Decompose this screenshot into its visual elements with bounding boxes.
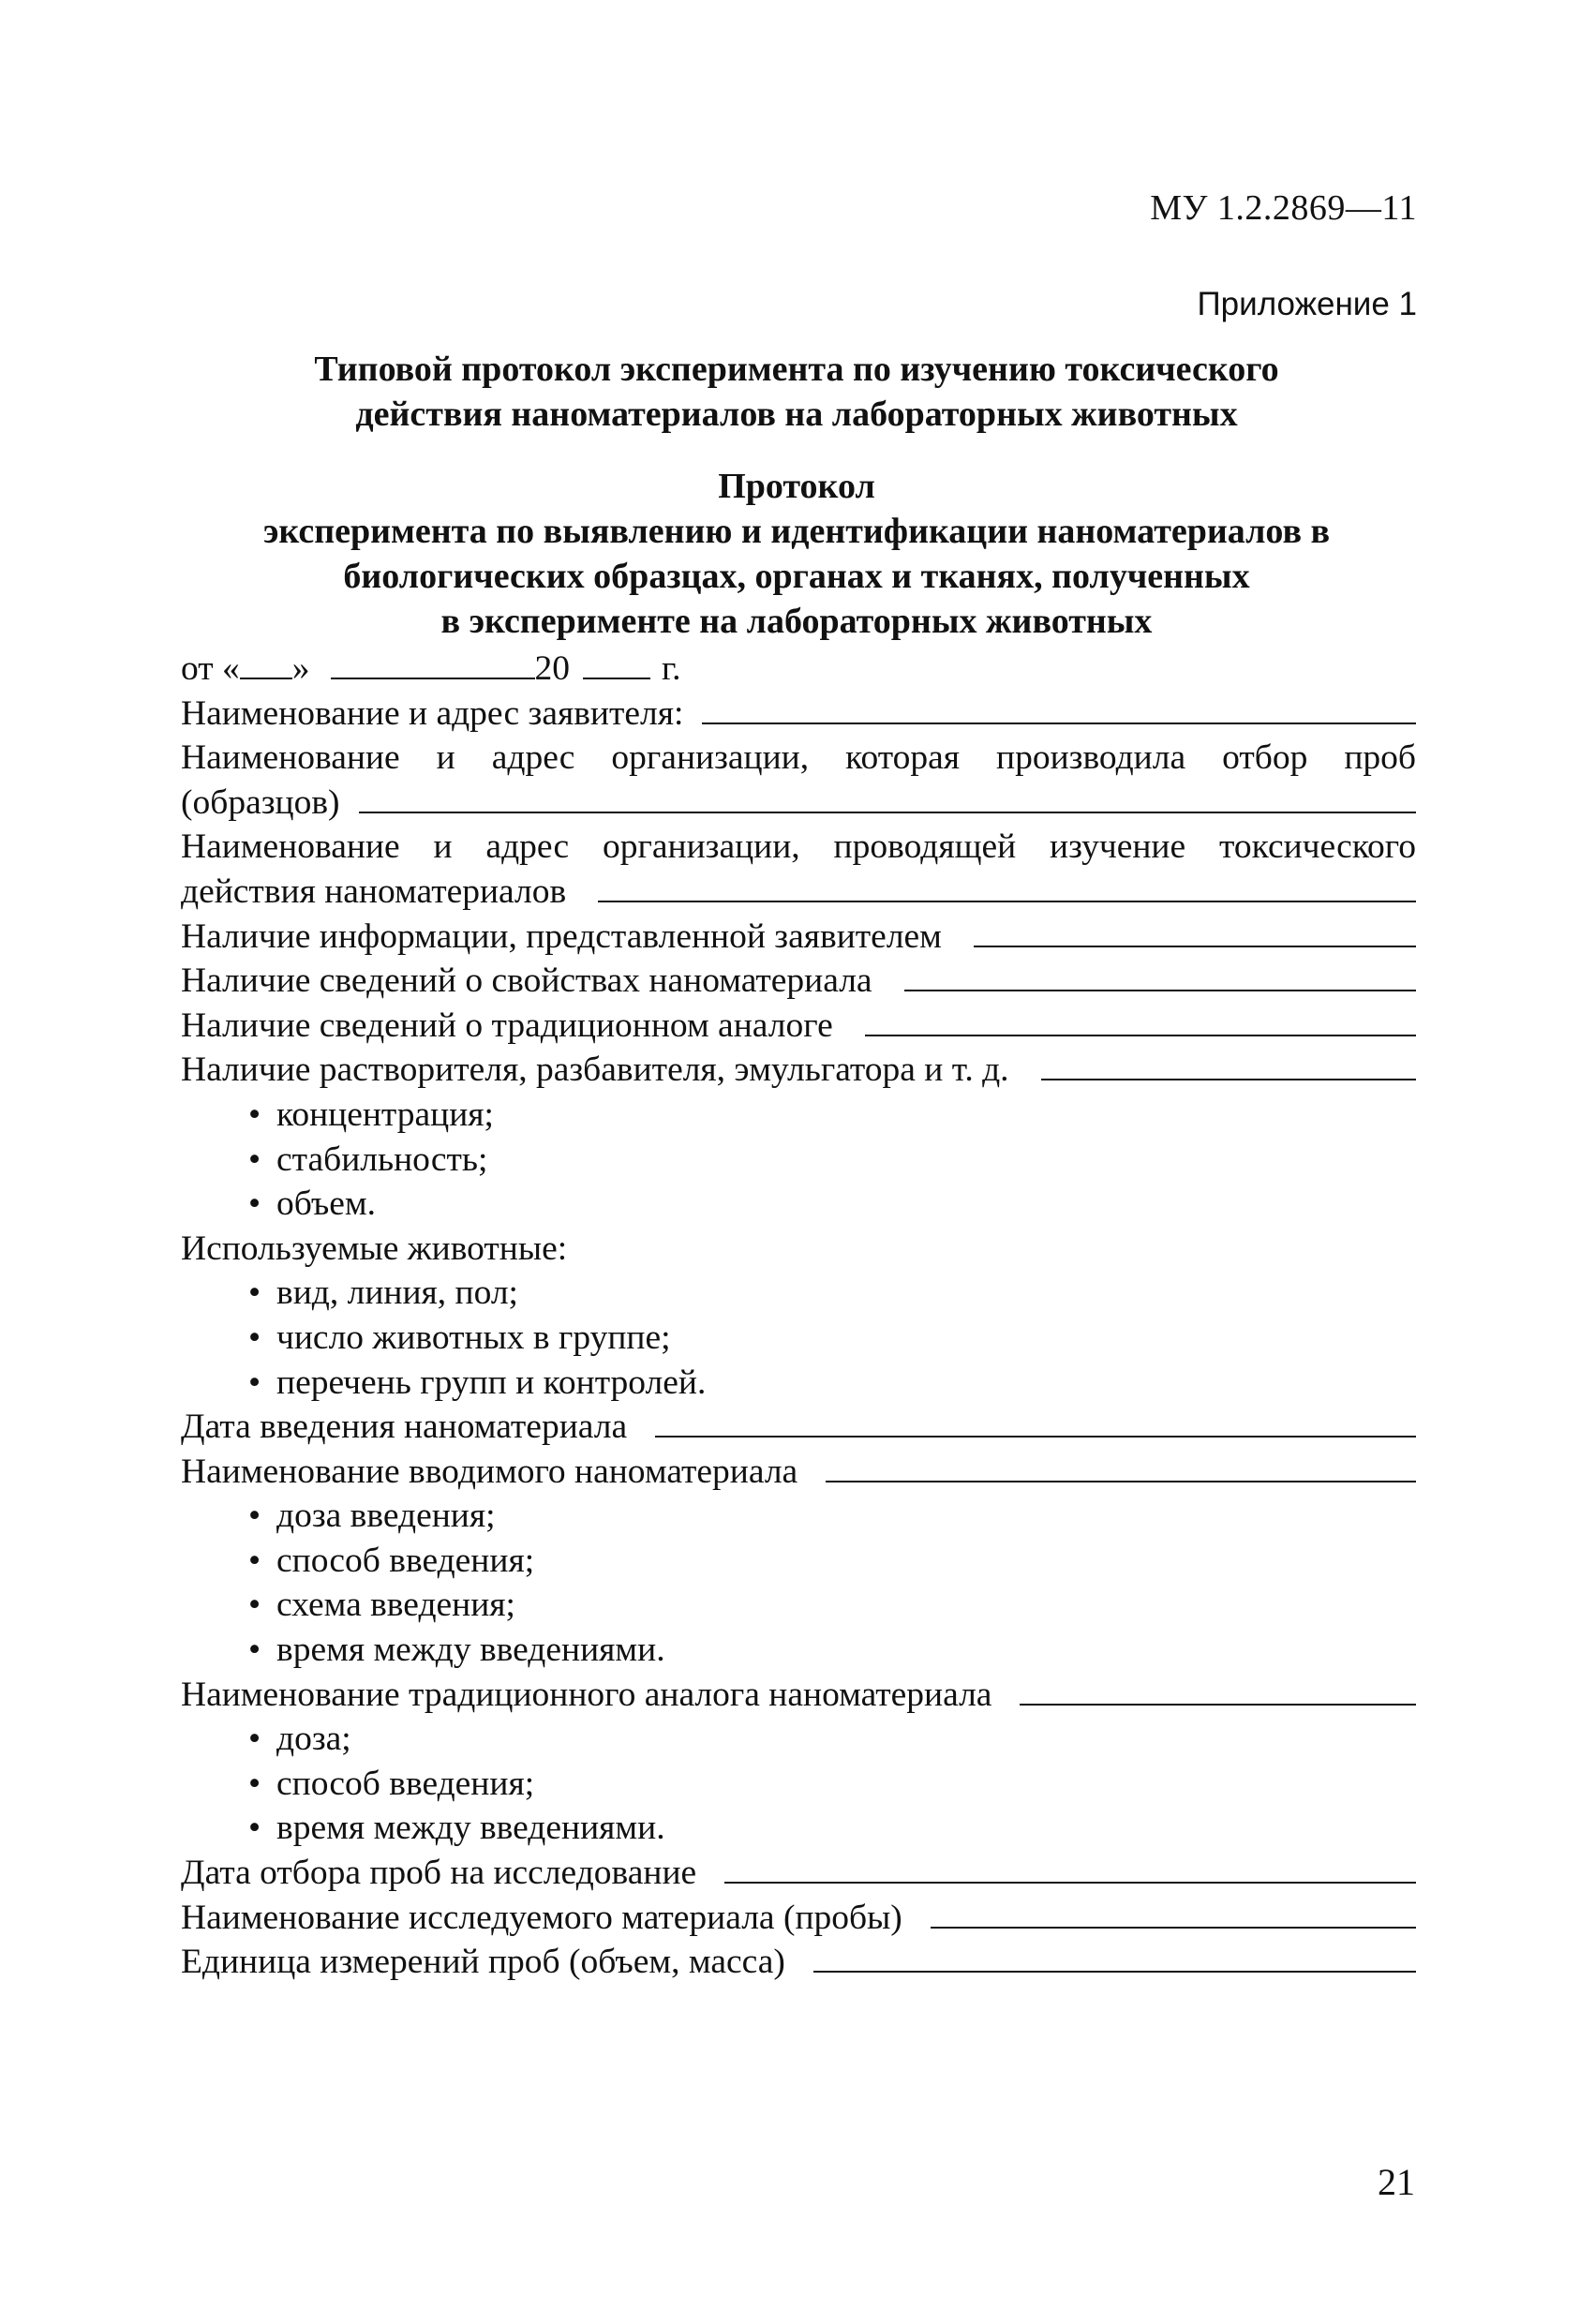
field-intro-date-label: Дата введения наноматериала <box>181 1408 628 1447</box>
list-item: • вид, линия, пол; <box>248 1271 1416 1316</box>
field-research-org <box>181 870 1416 915</box>
field-sampling-org-blank[interactable] <box>359 811 1416 813</box>
field-sampling-org-label-1: Наименование и адрес организации, которая производила отбор проб <box>181 738 1416 778</box>
field-sampling-date-blank[interactable] <box>724 1881 1416 1884</box>
year-prefix: 20 <box>534 649 571 688</box>
field-applicant <box>181 692 1416 737</box>
protocol-heading-block <box>178 464 1415 644</box>
nanomaterial-list <box>181 1494 1416 1672</box>
field-intro-date <box>181 1405 1416 1450</box>
appendix-label: Приложение 1 <box>1197 286 1417 322</box>
field-applicant-info <box>181 915 1416 960</box>
field-analog-info-blank[interactable] <box>865 1034 1416 1036</box>
date-prefix: от « <box>181 649 240 688</box>
field-solvent-blank[interactable] <box>1041 1078 1416 1080</box>
field-analog-name-blank[interactable] <box>1020 1703 1416 1706</box>
year-blank[interactable] <box>583 677 650 679</box>
field-analog-info-label: Наличие сведений о традиционном аналоге <box>181 1006 833 1045</box>
title-line-2: действия наноматериалов на лабораторных животных <box>355 395 1238 434</box>
list-item: • способ введения; <box>248 1539 1416 1584</box>
page-number: 21 <box>1378 2161 1415 2203</box>
list-item: • стабильность; <box>248 1138 1416 1183</box>
field-sampling-org-label-2: (образцов) <box>181 782 340 822</box>
field-nanomaterial-name-label: Наименование вводимого наноматериала <box>181 1452 798 1491</box>
form-body <box>181 647 1416 1985</box>
page-title <box>178 347 1415 437</box>
field-material-name <box>181 1896 1416 1941</box>
list-item: • время между введениями. <box>248 1806 1416 1851</box>
field-sampling-org <box>181 781 1416 826</box>
list-item: • способ введения; <box>248 1762 1416 1807</box>
list-item: • доза; <box>248 1717 1416 1762</box>
field-intro-date-blank[interactable] <box>655 1435 1416 1438</box>
field-applicant-info-label: Наличие информации, представленной заявителем <box>181 916 942 956</box>
month-blank[interactable] <box>331 677 535 679</box>
field-analog-name <box>181 1673 1416 1718</box>
date-suffix: г. <box>662 649 681 688</box>
list-item: • схема введения; <box>248 1583 1416 1628</box>
document-code: МУ 1.2.2869—11 <box>1150 188 1417 228</box>
field-sampling-date <box>181 1851 1416 1896</box>
field-applicant-label: Наименование и адрес заявителя: <box>181 693 684 733</box>
field-properties-info-label: Наличие сведений о свойствах наноматериала <box>181 961 872 1001</box>
field-units-blank[interactable] <box>813 1970 1416 1973</box>
list-item: • объем. <box>248 1182 1416 1227</box>
protocol-heading: Протокол <box>718 467 875 506</box>
field-research-org-blank[interactable] <box>598 900 1416 902</box>
field-analog-name-label: Наименование традиционного аналога наноматериала <box>181 1675 992 1714</box>
field-units <box>181 1940 1416 1985</box>
field-nanomaterial-name <box>181 1450 1416 1495</box>
field-applicant-blank[interactable] <box>702 722 1416 724</box>
field-nanomaterial-name-blank[interactable] <box>826 1480 1416 1482</box>
field-properties-info-blank[interactable] <box>904 989 1416 991</box>
list-item: • концентрация; <box>248 1093 1416 1138</box>
field-material-name-label: Наименование исследуемого материала (пробы) <box>181 1898 902 1937</box>
field-material-name-blank[interactable] <box>931 1926 1416 1929</box>
field-solvent-label: Наличие растворителя, разбавителя, эмульгатора и т. д. <box>181 1050 1009 1090</box>
title-line-1: Типовой протокол эксперимента по изучению токсического <box>314 350 1279 389</box>
protocol-line-2: биологических образцах, органах и тканях, полученных <box>343 557 1250 596</box>
protocol-line-1: эксперимента по выявлению и идентификации наноматериалов в <box>262 512 1330 551</box>
solvent-list <box>181 1093 1416 1227</box>
field-properties-info <box>181 959 1416 1004</box>
field-sampling-date-label: Дата отбора проб на исследование <box>181 1854 697 1893</box>
field-research-org-label-2: действия наноматериалов <box>181 872 567 911</box>
field-units-label: Единица измерений проб (объем, масса) <box>181 1943 785 1982</box>
protocol-line-3: в эксперименте на лабораторных животных <box>440 602 1153 641</box>
list-item: • доза введения; <box>248 1494 1416 1539</box>
field-solvent <box>181 1048 1416 1093</box>
list-item: • перечень групп и контролей. <box>248 1361 1416 1406</box>
field-applicant-info-blank[interactable] <box>974 945 1416 947</box>
field-research-org-label-1: Наименование и адрес организации, проводящей изучение токсического <box>181 827 1416 867</box>
analog-list <box>181 1717 1416 1851</box>
date-quote-close: » <box>291 649 310 688</box>
date-line <box>181 647 1416 692</box>
list-item: • число животных в группе; <box>248 1316 1416 1361</box>
day-blank[interactable] <box>240 677 292 679</box>
field-analog-info <box>181 1004 1416 1049</box>
list-item: • время между введениями. <box>248 1628 1416 1673</box>
animals-list <box>181 1271 1416 1405</box>
field-animals-label: Используемые животные: <box>181 1229 568 1268</box>
